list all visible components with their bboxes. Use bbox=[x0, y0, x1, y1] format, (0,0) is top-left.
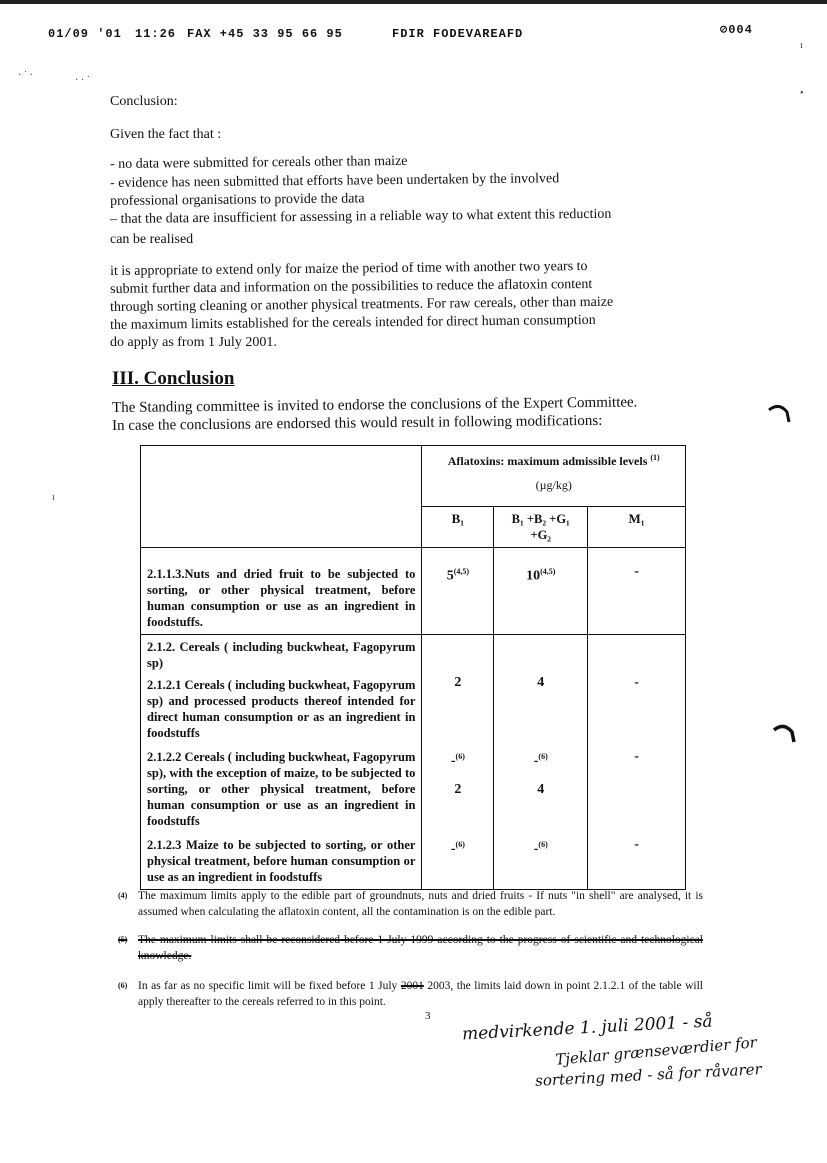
fax-sender: FDIR FODEVAREAFD bbox=[392, 27, 524, 41]
conclusion-heading: Conclusion: bbox=[110, 94, 178, 109]
row-sum-value: 4 bbox=[494, 635, 588, 746]
row-category: 2.1.1.3.Nuts and dried fruit to be subjected to sorting, or other physical treatment, before human consumption or use as an ingredient in foodstuffs. bbox=[141, 548, 422, 635]
table-header-main: Aflatoxins: maximum admissible levels $^{(1)}$ (µg/kg) bbox=[422, 446, 686, 507]
hole-punch-mark-icon bbox=[765, 400, 795, 430]
row-m1-value: - bbox=[588, 635, 686, 746]
row-sum-value: 10$^{(4,5)}$ bbox=[494, 548, 588, 635]
conclusion-bullet: - no data were submitted for cereals other than maize bbox=[110, 153, 408, 172]
section-line: In case the conclusions are endorsed this would result in following modifications: bbox=[112, 412, 603, 434]
scan-speck: · · ˙ bbox=[75, 75, 90, 86]
table-row bbox=[141, 745, 686, 833]
section-line: The Standing committee is invited to endorse the conclusions of the Expert Committee. bbox=[112, 394, 638, 416]
table-corner-cell bbox=[141, 446, 422, 548]
scan-speck: · ˙ · bbox=[18, 70, 33, 81]
conclusion-bullet: can be realised bbox=[110, 232, 194, 247]
row-m1-value: - bbox=[588, 548, 686, 635]
conclusion-bullet: – that the data are insufficient for assessing in a reliable way to what extent this reduction bbox=[110, 206, 612, 227]
scan-speck: ı bbox=[52, 492, 55, 503]
footnote-struck: (5) The maximum limits shall be reconsidered before 1 July 1999 according to the progress of scientific and technological knowledge. bbox=[118, 934, 703, 962]
conclusion-paragraph-line: the maximum limits established for the cereals intended for direct human consumption bbox=[110, 312, 596, 333]
column-header-sum: B₁ +B₂ +G₁ +G₂ bbox=[494, 507, 588, 548]
row-sum-value: -$^{(6)}$ 4 bbox=[494, 745, 588, 833]
fax-page-counter: ⊘004 bbox=[720, 23, 753, 37]
conclusion-intro: Given the fact that : bbox=[110, 127, 222, 142]
page-number: 3 bbox=[425, 1010, 431, 1022]
section-title: III. Conclusion bbox=[112, 368, 235, 389]
row-m1-value: - bbox=[588, 745, 686, 833]
row-category: 2.1.2.2 Cereals ( including buckwheat, Fagopyrum sp), with the exception of maize, to be subjected to sorting, or other physical treatment, before human consumption or use as an ingredient in foodstuffs bbox=[141, 745, 422, 833]
fax-time: 11:26 bbox=[135, 27, 177, 41]
scan-speck: ı bbox=[800, 40, 803, 51]
row-category: 2.1.2.1 Cereals ( including buckwheat, Fagopyrum sp) and processed products thereof intended for direct human consumption or as an ingredient in foodstuffs bbox=[147, 678, 416, 740]
row-category: 2.1.2.3 Maize to be subjected to sorting, or other physical treatment, before human consumption or use as an ingredient in foodstuffs bbox=[141, 833, 422, 890]
column-header-m1: M₁ bbox=[588, 507, 686, 548]
row-b1-value: -$^{(6)}$ bbox=[422, 833, 494, 890]
fax-page-icon: ⊘ bbox=[720, 23, 729, 37]
column-header-b1: B₁ bbox=[422, 507, 494, 548]
scan-speck: • bbox=[800, 88, 804, 99]
table-row bbox=[141, 635, 686, 746]
row-b1-value: 5$^{(4,5)}$ bbox=[422, 548, 494, 635]
table-header-unit: (µg/kg) bbox=[535, 478, 572, 492]
conclusion-paragraph-line: through sorting cleaning or another physical treatments. For raw cereals, other than maize bbox=[110, 294, 614, 315]
conclusion-bullet: professional organisations to provide the data bbox=[110, 191, 365, 209]
fax-top-rule bbox=[0, 0, 827, 4]
handwritten-note-line: sortering med - så for råvarer bbox=[534, 1060, 763, 1090]
row-category: 2.1.2. Cereals ( including buckwheat, Fagopyrum sp) bbox=[147, 640, 416, 670]
row-b1-value: -$^{(6)}$ 2 bbox=[422, 745, 494, 833]
conclusion-bullet: - evidence has neen submitted that efforts have been undertaken by the involved bbox=[110, 171, 560, 191]
footnote: (6) In as far as no specific limit will be fixed before 1 July 2001 2003, the limits laid down in point 2.1.2.1 of the table will apply thereafter to the cereals referred to in this point. bbox=[118, 980, 703, 1008]
conclusion-paragraph-line: submit further data and information on the possibilities to reduce the aflatoxin content bbox=[110, 276, 593, 297]
row-sum-value: -$^{(6)}$ bbox=[494, 833, 588, 890]
footnote: (4) The maximum limits apply to the edible part of groundnuts, nuts and dried fruits - If nuts "in shell" are analysed, it is assumed when calculating the aflatoxin content, all the contamination is on the edible part. bbox=[118, 890, 703, 918]
conclusion-paragraph-line: do apply as from 1 July 2001. bbox=[110, 335, 277, 350]
handwritten-note-line: medvirkende 1. juli 2001 - så bbox=[461, 1011, 714, 1045]
row-b1-value: 2 bbox=[422, 635, 494, 746]
conclusion-paragraph-line: it is appropriate to extend only for maize the period of time with another two years to bbox=[110, 259, 588, 279]
handwritten-note-line: Tjeklar grænseværdier for bbox=[554, 1033, 758, 1069]
hole-punch-mark-icon bbox=[770, 720, 800, 750]
fax-date: 01/09 '01 bbox=[48, 27, 122, 41]
table-row bbox=[141, 548, 686, 635]
fax-number: FAX +45 33 95 66 95 bbox=[187, 27, 343, 41]
table-row bbox=[141, 833, 686, 890]
row-m1-value: - bbox=[588, 833, 686, 890]
aflatoxin-table bbox=[140, 445, 686, 890]
